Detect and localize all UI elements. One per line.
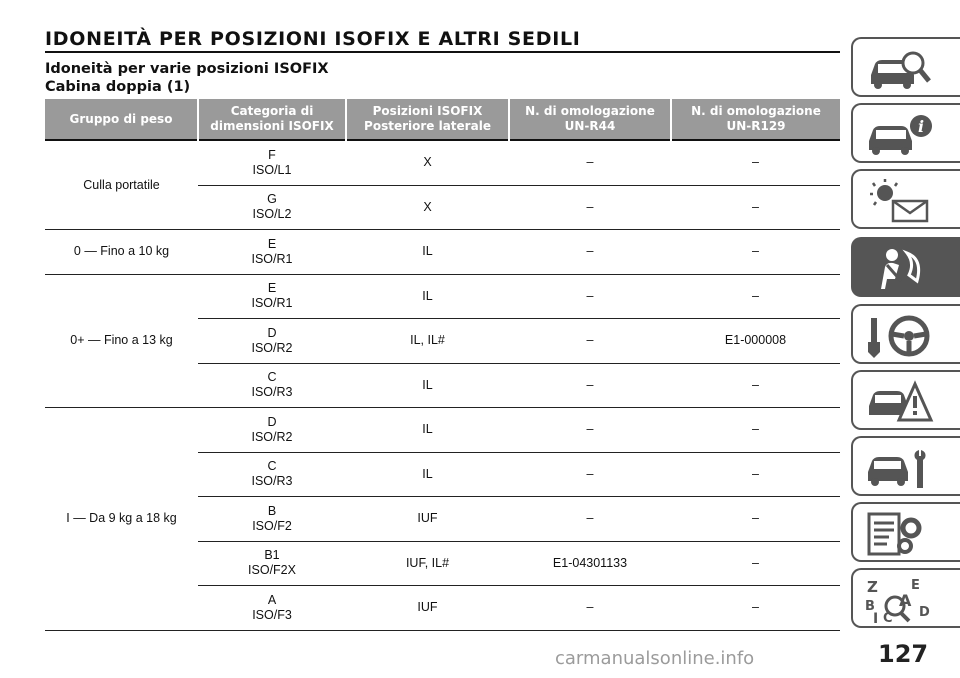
watermark: carmanualsonline.info: [555, 648, 755, 669]
size-class-code: ISO/R3: [251, 474, 293, 489]
tab-starting-driving[interactable]: [851, 304, 960, 364]
size-class-cell: [198, 230, 346, 275]
size-class-letter: A: [267, 592, 277, 607]
header-isofix-positions: Posizioni ISOFIX Posteriore laterale: [346, 99, 509, 140]
approval-r129-cell: –: [671, 363, 840, 408]
isofix-position-cell: IUF: [346, 497, 509, 542]
tab-car-search[interactable]: [851, 37, 960, 97]
header-approval-r44: N. di omologazione UN-R44: [509, 99, 671, 140]
approval-r129-cell: –: [671, 452, 840, 497]
size-class-code: ISO/F2: [252, 518, 292, 533]
approval-r129-cell: E1-000008: [671, 319, 840, 364]
approval-r44-cell: –: [509, 274, 671, 319]
isofix-suitability-table: [45, 99, 840, 631]
isofix-position-cell: X: [346, 185, 509, 230]
isofix-position-cell: IL, IL#: [346, 319, 509, 364]
tab-car-info[interactable]: [851, 103, 960, 163]
approval-r129-cell: –: [671, 274, 840, 319]
size-class-code: ISO/L2: [252, 207, 292, 222]
approval-r44-cell: E1-04301133: [509, 541, 671, 586]
approval-r44-cell: –: [509, 185, 671, 230]
size-class-letter: D: [267, 325, 277, 340]
approval-r129-cell: –: [671, 408, 840, 453]
approval-r129-cell: –: [671, 586, 840, 631]
approval-r44-cell: –: [509, 230, 671, 275]
size-class-code: ISO/F2X: [248, 563, 296, 578]
tab-safety[interactable]: [851, 237, 960, 297]
isofix-position-cell: IUF: [346, 586, 509, 631]
size-class-cell: [198, 140, 346, 185]
table-row: [45, 230, 840, 275]
car-search-icon: [865, 45, 935, 93]
approval-r44-cell: –: [509, 586, 671, 631]
approval-r129-cell: –: [671, 541, 840, 586]
svg-text:C: C: [883, 611, 893, 624]
size-class-code: ISO/R1: [251, 251, 293, 266]
table-row: [45, 140, 840, 185]
weight-group-cell: I — Da 9 kg a 18 kg: [45, 408, 198, 631]
isofix-position-cell: IL: [346, 452, 509, 497]
seat-safety-airbag-icon: [865, 245, 935, 293]
isofix-position-cell: IL: [346, 230, 509, 275]
page-number: 127: [878, 640, 929, 668]
approval-r129-cell: –: [671, 140, 840, 185]
size-class-cell: [198, 185, 346, 230]
size-class-cell: [198, 586, 346, 631]
size-class-letter: E: [267, 236, 277, 251]
size-class-letter: G: [267, 192, 277, 207]
tab-maintenance[interactable]: [851, 436, 960, 496]
size-class-cell: [198, 363, 346, 408]
weight-group-cell: 0 — Fino a 10 kg: [45, 230, 198, 275]
size-class-letter: F: [268, 147, 276, 162]
isofix-position-cell: IUF, IL#: [346, 541, 509, 586]
weight-group-cell: 0+ — Fino a 13 kg: [45, 274, 198, 408]
size-class-code: ISO/R3: [251, 385, 293, 400]
size-class-cell: [198, 541, 346, 586]
title-rule: [45, 51, 840, 53]
warning-light-message-icon: [865, 177, 935, 225]
car-crash-warning-icon: [865, 378, 935, 426]
size-class-letter: C: [267, 370, 277, 385]
isofix-position-cell: IL: [346, 274, 509, 319]
approval-r129-cell: –: [671, 185, 840, 230]
svg-text:A: A: [899, 591, 912, 610]
tab-index[interactable]: [851, 568, 960, 628]
approval-r44-cell: –: [509, 140, 671, 185]
size-class-cell: [198, 452, 346, 497]
size-class-cell: [198, 274, 346, 319]
isofix-position-cell: IL: [346, 363, 509, 408]
header-weight-group: Gruppo di peso: [45, 99, 198, 140]
table-header-row: [45, 99, 840, 140]
approval-r44-cell: –: [509, 497, 671, 542]
size-class-letter: B: [267, 503, 277, 518]
size-class-code: ISO/R1: [251, 296, 293, 311]
tab-warning-lights[interactable]: [851, 169, 960, 229]
approval-r129-cell: –: [671, 497, 840, 542]
car-maintenance-icon: [865, 444, 935, 492]
size-class-letter: E: [267, 281, 277, 296]
header-isofix-size-class: Categoria di dimensioni ISOFIX: [198, 99, 346, 140]
size-class-cell: [198, 319, 346, 364]
svg-text:D: D: [919, 605, 930, 620]
isofix-position-cell: IL: [346, 408, 509, 453]
approval-r129-cell: –: [671, 230, 840, 275]
technical-data-icon: [865, 510, 935, 558]
alphabetical-index-icon: [865, 576, 935, 624]
size-class-code: ISO/L1: [252, 162, 292, 177]
section-subtitle: Idoneità per varie posizioni ISOFIX: [45, 61, 329, 77]
size-class-cell: [198, 497, 346, 542]
isofix-position-cell: X: [346, 140, 509, 185]
approval-r44-cell: –: [509, 319, 671, 364]
weight-group-cell: Culla portatile: [45, 140, 198, 230]
header-approval-r129: N. di omologazione UN-R129: [671, 99, 840, 140]
svg-text:E: E: [911, 578, 920, 593]
size-class-letter: C: [267, 459, 277, 474]
size-class-letter: D: [267, 414, 277, 429]
svg-text:I: I: [873, 611, 879, 624]
table-row: [45, 408, 840, 453]
approval-r44-cell: –: [509, 452, 671, 497]
approval-r44-cell: –: [509, 363, 671, 408]
section-subtitle-cab: Cabina doppia (1): [45, 79, 191, 95]
tab-emergency[interactable]: [851, 370, 960, 430]
size-class-cell: [198, 408, 346, 453]
svg-text:B: B: [865, 599, 875, 614]
svg-text:i: i: [917, 117, 925, 136]
table-row: [45, 274, 840, 319]
key-steering-wheel-icon: [865, 312, 935, 360]
size-class-code: ISO/R2: [251, 340, 293, 355]
page-title: IDONEITÀ PER POSIZIONI ISOFIX E ALTRI SEDILI: [45, 28, 581, 50]
approval-r44-cell: –: [509, 408, 671, 453]
tab-technical-data[interactable]: [851, 502, 960, 562]
car-info-icon: [865, 111, 935, 159]
size-class-code: ISO/F3: [252, 607, 292, 622]
size-class-letter: B1: [264, 548, 280, 563]
svg-text:Z: Z: [867, 578, 878, 596]
size-class-code: ISO/R2: [251, 429, 293, 444]
